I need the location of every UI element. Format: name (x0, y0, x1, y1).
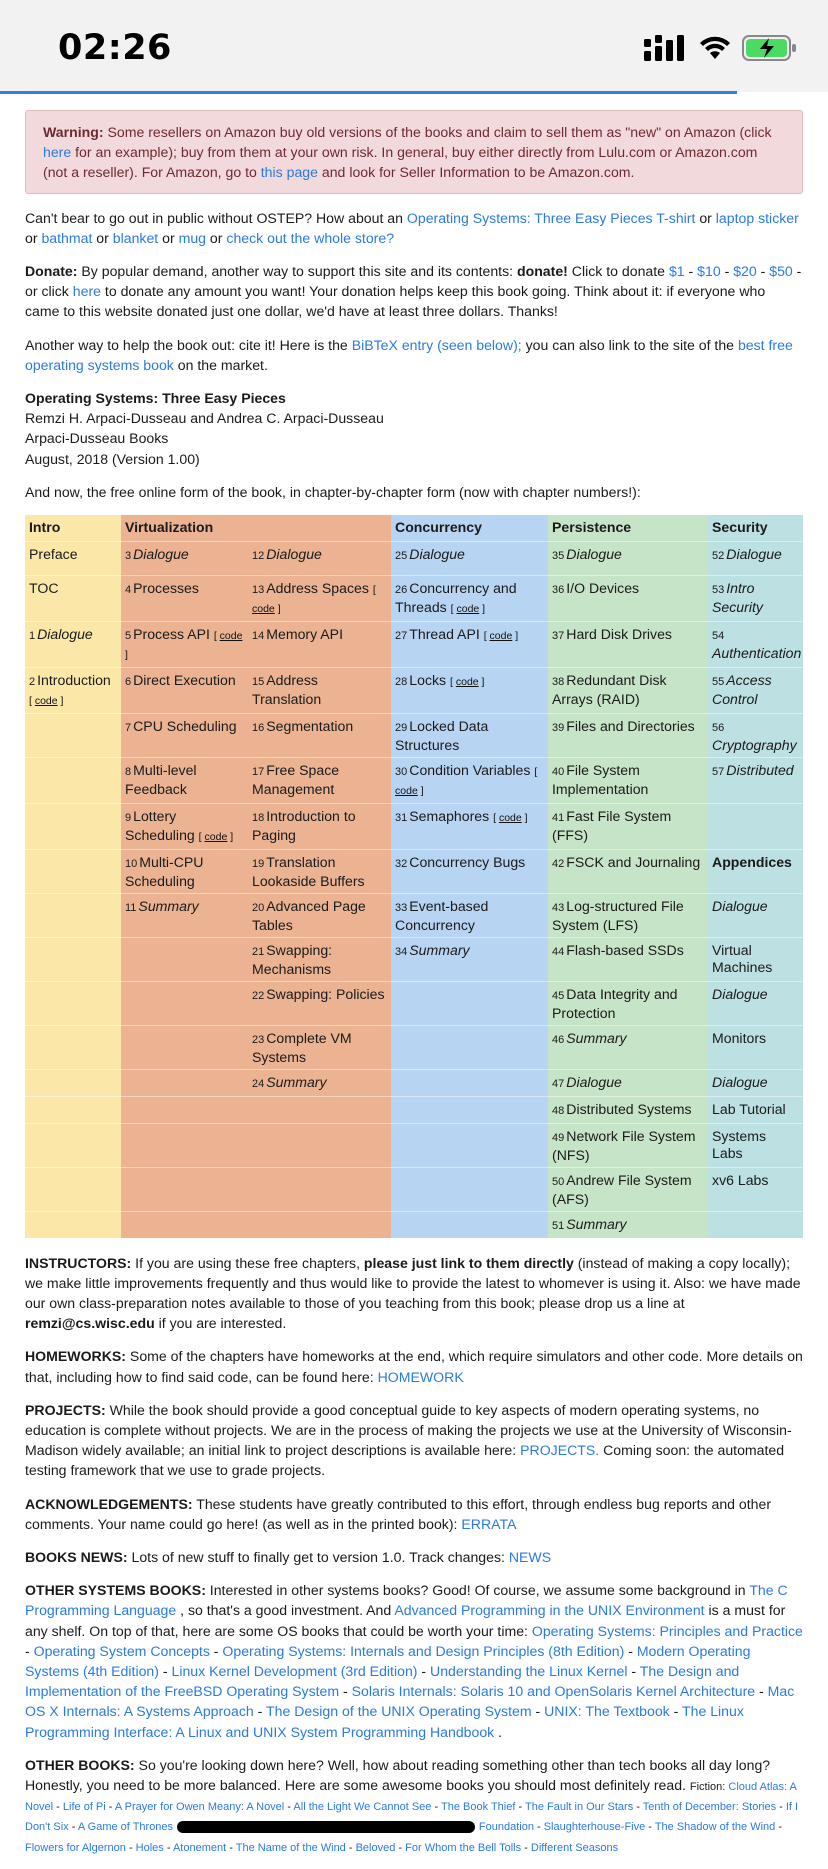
book-link[interactable]: Tenth of December: Stories (642, 1801, 777, 1814)
toc-row: 50 Andrew File System (AFS) xv6 Labs (25, 1167, 803, 1211)
cellular-signal-icon (644, 35, 688, 61)
chapter-link[interactable]: Summary (266, 1073, 327, 1090)
homeworks-paragraph: HOMEWORKS: Some of the chapters have homeworks at the end, which require simulators and other code. More details on that, including how to find said code, can be found here: HOMEWORK (25, 1348, 803, 1385)
book-citation (25, 388, 803, 469)
toc-row: 22 Swapping: Policies 45 Data Integrity and Protection Dialogue (25, 981, 803, 1025)
chapter-link[interactable]: Dialogue (712, 897, 768, 914)
other-books-paragraph: OTHER BOOKS: So you're looking down here? Well, how about reading something other than tech books all day long? Honestly, you need to be more balanced. Here are some awesome books you should most definitely read. Fiction: Cloud Atlas: A Novel - Life of Pi - A Prayer for Owen Meany: A Novel - All the Light We Cannot See - The Book Thief - The Fault in Our Stars - Tenth of December: Stories - If I Don't Six - A Game of Thrones Foundation - Slaughterhouse-Five - The Shadow of the Wind - Flowers for Algernon - Holes - Atonement - The Name of the Wind - Beloved - For Whom the Bell Tolls - Different Seasons (25, 1756, 799, 1854)
news-link[interactable]: NEWS (508, 1548, 552, 1565)
book-link[interactable]: If I Don't Six (25, 1801, 799, 1834)
chapter-link[interactable]: Monitors (712, 1029, 767, 1046)
chapter-link[interactable]: Files and Directories (566, 717, 695, 734)
chapter-link[interactable]: Hard Disk Drives (566, 625, 672, 642)
book-link[interactable]: Beloved (355, 1841, 396, 1854)
chapter-link[interactable]: Dialogue (266, 545, 322, 562)
best-book-link[interactable]: best free operating systems book (25, 336, 793, 373)
book-link[interactable]: A Prayer for Owen Meany: A Novel (114, 1801, 285, 1814)
chapter-link[interactable]: Complete VM Systems (252, 1029, 352, 1065)
fiction-list: Cloud Atlas: A Novel - Life of Pi - A Prayer for Owen Meany: A Novel - All the Light We Cannot See - The Book Thief - The Fault in Our Stars - Tenth of December: Stories - If I Don't Six - A Game of Thrones (25, 1781, 799, 1834)
book-link[interactable]: Modern Operating Systems (4th Edition) (25, 1642, 751, 1679)
donate-20-link[interactable]: $20 (733, 263, 757, 280)
chapter-link[interactable]: xv6 Labs (712, 1171, 769, 1188)
book-link[interactable]: All the Light We Cannot See (293, 1801, 432, 1814)
donate-1-link[interactable]: $1 (668, 263, 685, 280)
book-link[interactable]: The Name of the Wind (235, 1841, 346, 1854)
book-link[interactable]: Different Seasons (530, 1841, 619, 1854)
book-link[interactable]: The Fault in Our Stars (524, 1801, 634, 1814)
chapter-link[interactable]: Dialogue (726, 545, 782, 562)
blanket-link[interactable]: blanket (112, 229, 159, 246)
chapters-intro: And now, the free online form of the book, in chapter-by-chapter form (now with chapter numbers!): (25, 483, 641, 500)
book-link[interactable]: Flowers for Algernon (25, 1841, 126, 1854)
chapter-link[interactable]: Data Integrity and Protection (552, 985, 678, 1021)
tshirt-link[interactable]: Operating Systems: Three Easy Pieces T-shirt (406, 209, 696, 226)
chapter-link[interactable]: FSCK and Journaling (566, 853, 701, 870)
bathmat-link[interactable]: bathmat (41, 229, 93, 246)
chapter-link[interactable]: Semaphores (409, 807, 490, 824)
header-persistence: Persistence (548, 515, 708, 541)
chapter-link[interactable]: Dialogue (712, 985, 768, 1002)
chapter-link[interactable]: Summary (409, 941, 470, 958)
chapter-link[interactable]: Advanced Page Tables (252, 897, 366, 933)
chapter-link[interactable]: Locks (409, 671, 447, 688)
cite-paragraph: Another way to help the book out: cite it! Here is the BiBTeX entry (seen below); you can also link to the site of the best free operating systems book on the market. (25, 336, 793, 373)
chapter-link[interactable]: Concurrency and Threads (395, 579, 517, 615)
instructors-paragraph: INSTRUCTORS: If you are using these free chapters, please just link to them directly (instead of making a copy locally); we make little improvements frequently and thus would like to provide the latest to whomever is using it. Also: we have made our own class-preparation notes available to those of you teaching from this book; please drop us a line at remzi@cs.wisc.edu if you are interested. (25, 1254, 801, 1332)
chapter-link[interactable]: Segmentation (266, 717, 354, 734)
chapter-link[interactable]: Cryptography (712, 736, 797, 753)
clock: 02:26 (58, 28, 172, 68)
code-link[interactable]: code (252, 602, 275, 615)
os-books-list: Operating Systems: Principles and Practice - Operating System Concepts - Operating Systems: Internals and Design Principles (8th Edition) - Modern Operating Systems (4th Edition) - Linux Kernel Development (3rd Edition) - Understanding the Linux Kernel - The Design and Implementation of the FreeBSD Operating System - Solaris Internals: Solaris 10 and OpenSolaris Kernel Architecture - Mac OS X Internals: A Systems Approach - The Design of the UNIX Operating System - UNIX: The Textbook - The Linux Programming Interface: A Linux and UNIX System Programming Handbook (25, 1622, 803, 1740)
toc-row: 11 Summary 20 Advanced Page Tables 33 Event-based Concurrency 43 Log-structured File System (LFS) Dialogue (25, 893, 803, 937)
page-load-progress-bar (0, 91, 737, 94)
book-link[interactable]: Mac OS X Internals: A Systems Approach (25, 1683, 795, 1720)
book-link[interactable]: Cloud Atlas: A Novel (25, 1781, 797, 1814)
chapter-link[interactable]: CPU Scheduling (133, 717, 237, 734)
toc-row: TOC 4 Processes 13 Address Spaces [ code ] 26 Concurrency and Threads [ code ] 36 I/O Devices 53 Intro Security (25, 575, 803, 621)
news-paragraph: BOOKS NEWS: Lots of new stuff to finally get to version 1.0. Track changes: NEWS (25, 1548, 552, 1565)
warning-label: Warning: (43, 124, 104, 140)
chapter-link[interactable]: Access Control (712, 671, 772, 707)
toc-row: 51 Summary (25, 1211, 803, 1238)
chapter-link[interactable]: Redundant Disk Arrays (RAID) (552, 671, 667, 707)
table-of-contents (25, 515, 803, 1239)
book-link[interactable]: Holes (135, 1841, 164, 1854)
header-virtualization: Virtualization (121, 515, 391, 541)
battery-charging-icon (742, 34, 798, 62)
donate-10-link[interactable]: $10 (697, 263, 721, 280)
status-bar (0, 0, 828, 92)
chapter-link[interactable]: Swapping: Mechanisms (252, 941, 333, 977)
toc-header-row (25, 515, 803, 541)
chapter-link[interactable]: Thread API (409, 625, 480, 642)
chapter-link[interactable]: Multi-level Feedback (125, 761, 197, 797)
toc-row: 49 Network File System (NFS) Systems Labs (25, 1123, 803, 1167)
book-link[interactable]: The Shadow of the Wind (654, 1821, 776, 1834)
code-link[interactable]: code (395, 784, 418, 797)
projects-paragraph: PROJECTS: While the book should provide a good conceptual guide to key aspects of modern operating systems, no education is complete without projects. We are in the process of making the projects we use at the University of Wisconsin-Madison widely available; an initial link to project descriptions is available here: PROJECTS. Coming soon: the automated testing framework that we use to grade projects. (25, 1401, 792, 1479)
chapter-link[interactable]: Direct Execution (133, 671, 236, 688)
book-link[interactable]: Linux Kernel Development (3rd Edition) (171, 1663, 418, 1679)
book-link[interactable]: Understanding the Linux Kernel (430, 1663, 628, 1679)
laptop-sticker-link[interactable]: laptop sticker (715, 209, 799, 226)
book-link[interactable]: The Book Thief (441, 1801, 516, 1814)
book-link[interactable]: Life of Pi (62, 1801, 106, 1814)
chapter-link[interactable]: Lab Tutorial (712, 1100, 786, 1117)
chapter-link[interactable]: Log-structured File System (LFS) (552, 897, 684, 933)
chapter-link[interactable]: Andrew File System (AFS) (552, 1171, 692, 1207)
contact-email: remzi@cs.wisc.edu (25, 1315, 155, 1332)
book-link[interactable]: Operating Systems: Principles and Practice (531, 1622, 803, 1639)
chapter-link[interactable]: Dialogue (37, 625, 93, 642)
toc-row: 9 Lottery Scheduling [ code ] 18 Introduction to Paging 31 Semaphores [ code ] 41 Fast File System (FFS) (25, 803, 803, 849)
toc-row: 7 CPU Scheduling 16 Segmentation 29 Locked Data Structures 39 Files and Directories 56 Cryptography (25, 713, 803, 757)
acknowledgements-paragraph: ACKNOWLEDGEMENTS: These students have greatly contributed to this effort, through endless bug reports and other comments. Your name could go here! (as well as in the printed book): ERRATA (25, 1495, 772, 1532)
code-link[interactable]: code (498, 811, 522, 824)
redacted-region (177, 1821, 475, 1833)
merch-paragraph: Can't bear to go out in public without OSTEP? How about an Operating Systems: Three Easy Pieces T-shirt or laptop sticker or bathmat or blanket or mug or check out the whole store? (25, 209, 799, 246)
book-link[interactable]: A Game of Thrones (77, 1821, 174, 1834)
toc-row: 10 Multi-CPU Scheduling 19 Translation Lookaside Buffers 32 Concurrency Bugs 42 FSCK and Journaling Appendices (25, 849, 803, 893)
chapter-link[interactable]: Address Spaces (266, 579, 369, 596)
toc-row: Preface 3 Dialogue 12 Dialogue 25 Dialogue 35 Dialogue 52 Dialogue (25, 541, 803, 575)
chapter-link[interactable]: Free Space Management (252, 761, 340, 797)
header-intro: Intro (25, 515, 121, 541)
book-link[interactable]: Atonement (172, 1841, 227, 1854)
book-link[interactable]: UNIX: The Textbook (544, 1703, 670, 1720)
chapter-link[interactable]: Dialogue (566, 1073, 622, 1090)
chapter-link[interactable]: Translation Lookaside Buffers (252, 853, 365, 889)
chapter-link[interactable]: Processes (133, 579, 199, 596)
chapter-link[interactable]: Swapping: Policies (266, 985, 385, 1002)
chapter-link[interactable]: Address Translation (252, 671, 322, 707)
book-link[interactable]: The Design of the UNIX Operating System (266, 1703, 532, 1720)
c-language-link[interactable]: The C Programming Language (25, 1582, 788, 1619)
book-link[interactable]: The Design and Implementation of the FreeBSD Operating System (25, 1663, 740, 1700)
chapter-link[interactable]: Distributed Systems (566, 1100, 692, 1117)
chapter-link[interactable]: Summary (566, 1029, 627, 1046)
book-link[interactable]: Solaris Internals: Solaris 10 and OpenSolaris Kernel Architecture (351, 1683, 756, 1700)
donate-paragraph: Donate: By popular demand, another way to support this site and its contents: donate! Click to donate $1 - $10 - $20 - $50 - or click here to donate any amount you want! Your donation helps keep this book going. Think about it: if everyone who came to this website donated just one dollar, we'd have at least three dollars. Thanks! (25, 263, 802, 320)
chapter-link[interactable]: TOC (29, 579, 59, 596)
header-concurrency: Concurrency (391, 515, 548, 541)
book-authors: Remzi H. Arpaci-Dusseau and Andrea C. Arpaci-Dusseau (25, 410, 384, 427)
projects-link[interactable]: PROJECTS. (520, 1442, 600, 1459)
chapter-link[interactable]: Summary (566, 1215, 627, 1232)
chapter-link[interactable]: Preface (29, 545, 78, 562)
chapter-link[interactable]: Concurrency Bugs (409, 853, 526, 870)
book-link[interactable]: Operating System Concepts (33, 1642, 210, 1659)
chapter-link[interactable]: Memory API (266, 625, 344, 642)
code-link[interactable]: code (455, 675, 479, 688)
code-link[interactable]: code (456, 602, 480, 615)
chapter-link[interactable]: Intro Security (712, 579, 763, 615)
code-link[interactable]: code (219, 629, 243, 642)
here-example-link[interactable]: here (43, 144, 72, 161)
book-publisher: Arpaci-Dusseau Books (25, 430, 169, 447)
book-link[interactable]: Slaughterhouse-Five (543, 1821, 646, 1834)
chapter-link[interactable]: Virtual Machines (712, 941, 773, 975)
book-link[interactable]: The Linux Programming Interface: A Linux and UNIX System Programming Handbook (25, 1703, 744, 1740)
chapter-link[interactable]: Dialogue (133, 545, 189, 562)
mug-link[interactable]: mug (178, 229, 207, 246)
chapter-link[interactable]: Authentication (712, 644, 802, 661)
wifi-icon (698, 35, 732, 61)
book-link[interactable]: Operating Systems: Internals and Design Principles (8th Edition) (222, 1642, 625, 1659)
other-systems-paragraph: OTHER SYSTEMS BOOKS: Interested in other systems books? Good! Of course, we assume some background in The C Programming Language , so that's a good investment. And Advanced Programming in the UNIX Environment is a must for any shelf. On top of that, here are some OS books that could be worth your time: Operating Systems: Principles and Practice - Operating System Concepts - Operating Systems: Internals and Design Principles (8th Edition) - Modern Operating Systems (4th Edition) - Linux Kernel Development (3rd Edition) - Understanding the Linux Kernel - The Design and Implementation of the FreeBSD Operating System - Solaris Internals: Solaris 10 and OpenSolaris Kernel Architecture - Mac OS X Internals: A Systems Approach - The Design of the UNIX Operating System - UNIX: The Textbook - The Linux Programming Interface: A Linux and UNIX System Programming Handbook . (25, 1582, 803, 1740)
chapter-link[interactable]: Locked Data Structures (395, 717, 489, 753)
chapter-link[interactable]: Distributed (726, 761, 794, 778)
toc-row: 21 Swapping: Mechanisms 34 Summary 44 Flash-based SSDs Virtual Machines (25, 937, 803, 981)
toc-row: 48 Distributed Systems Lab Tutorial (25, 1096, 803, 1123)
store-link[interactable]: check out the whole store? (226, 229, 395, 246)
chapter-link[interactable]: Multi-CPU Scheduling (125, 853, 204, 889)
chapter-link[interactable]: Dialogue (566, 545, 622, 562)
bibtex-link[interactable]: BiBTeX entry (seen below); (351, 336, 522, 353)
chapter-link[interactable]: Systems Labs (712, 1127, 767, 1161)
errata-link[interactable]: ERRATA (461, 1515, 517, 1532)
book-date: August, 2018 (Version 1.00) (25, 450, 200, 467)
apue-link[interactable]: Advanced Programming in the UNIX Environment (394, 1602, 705, 1619)
toc-row: 24 Summary 47 Dialogue Dialogue (25, 1069, 803, 1096)
book-link[interactable]: Foundation (478, 1821, 534, 1834)
chapter-link[interactable]: Network File System (NFS) (552, 1127, 696, 1163)
chapter-link[interactable]: Fast File System (FFS) (552, 807, 672, 843)
chapter-link[interactable]: Flash-based SSDs (566, 941, 684, 958)
chapter-link[interactable]: Introduction (37, 671, 111, 688)
code-link[interactable]: code (34, 694, 58, 707)
status-icons (644, 34, 798, 62)
header-security: Security (708, 515, 803, 541)
chapter-link[interactable]: Event-based Concurrency (395, 897, 489, 933)
code-link[interactable]: code (204, 830, 228, 843)
chapter-link[interactable]: Lottery Scheduling (125, 807, 195, 843)
chapter-link[interactable]: Process API (133, 625, 210, 642)
book-title: Operating Systems: Three Easy Pieces (25, 390, 286, 407)
appendices-header: Appendices (712, 853, 792, 870)
donate-any-link[interactable]: here (72, 283, 101, 300)
homework-link[interactable]: HOMEWORK (377, 1368, 464, 1385)
toc-row: 23 Complete VM Systems 46 Summary Monitors (25, 1025, 803, 1069)
toc-row: 2 Introduction [ code ] 6 Direct Execution 15 Address Translation 28 Locks [ code ] 38 Redundant Disk Arrays (RAID) 55 Access Control (25, 667, 803, 713)
chapter-link[interactable]: Introduction to Paging (252, 807, 356, 843)
donate-50-link[interactable]: $50 (769, 263, 793, 280)
warning-box: Warning: Some resellers on Amazon buy old versions of the books and claim to sell them as "new" on Amazon (click here for an example); buy from them at your own risk. In general, buy either directly from Lulu.com or Amazon.com (not a reseller). For Amazon, go to this page and look for Seller Information to be Amazon.com. (25, 110, 803, 194)
chapter-link[interactable]: Summary (138, 897, 199, 914)
this-page-link[interactable]: this page (260, 164, 318, 181)
chapter-link[interactable]: I/O Devices (566, 579, 640, 596)
chapter-link[interactable]: Dialogue (409, 545, 465, 562)
code-link[interactable]: code (489, 629, 513, 642)
chapter-link[interactable]: Condition Variables (409, 761, 531, 778)
toc-row: 8 Multi-level Feedback 17 Free Space Management 30 Condition Variables [ code ] 40 File System Implementation 57 Distributed (25, 757, 803, 803)
toc-row: 1 Dialogue 5 Process API [ code ] 14 Memory API 27 Thread API [ code ] 37 Hard Disk Drives 54 Authentication (25, 621, 803, 667)
chapter-link[interactable]: Dialogue (712, 1073, 768, 1090)
book-link[interactable]: For Whom the Bell Tolls (405, 1841, 522, 1854)
chapter-link[interactable]: File System Implementation (552, 761, 649, 797)
fiction-list: Foundation - Slaughterhouse-Five - The Shadow of the Wind - Flowers for Algernon - Holes - Atonement - The Name of the Wind - Beloved - For Whom the Bell Tolls - Different Seasons (25, 1821, 783, 1854)
page-content (25, 110, 803, 1869)
